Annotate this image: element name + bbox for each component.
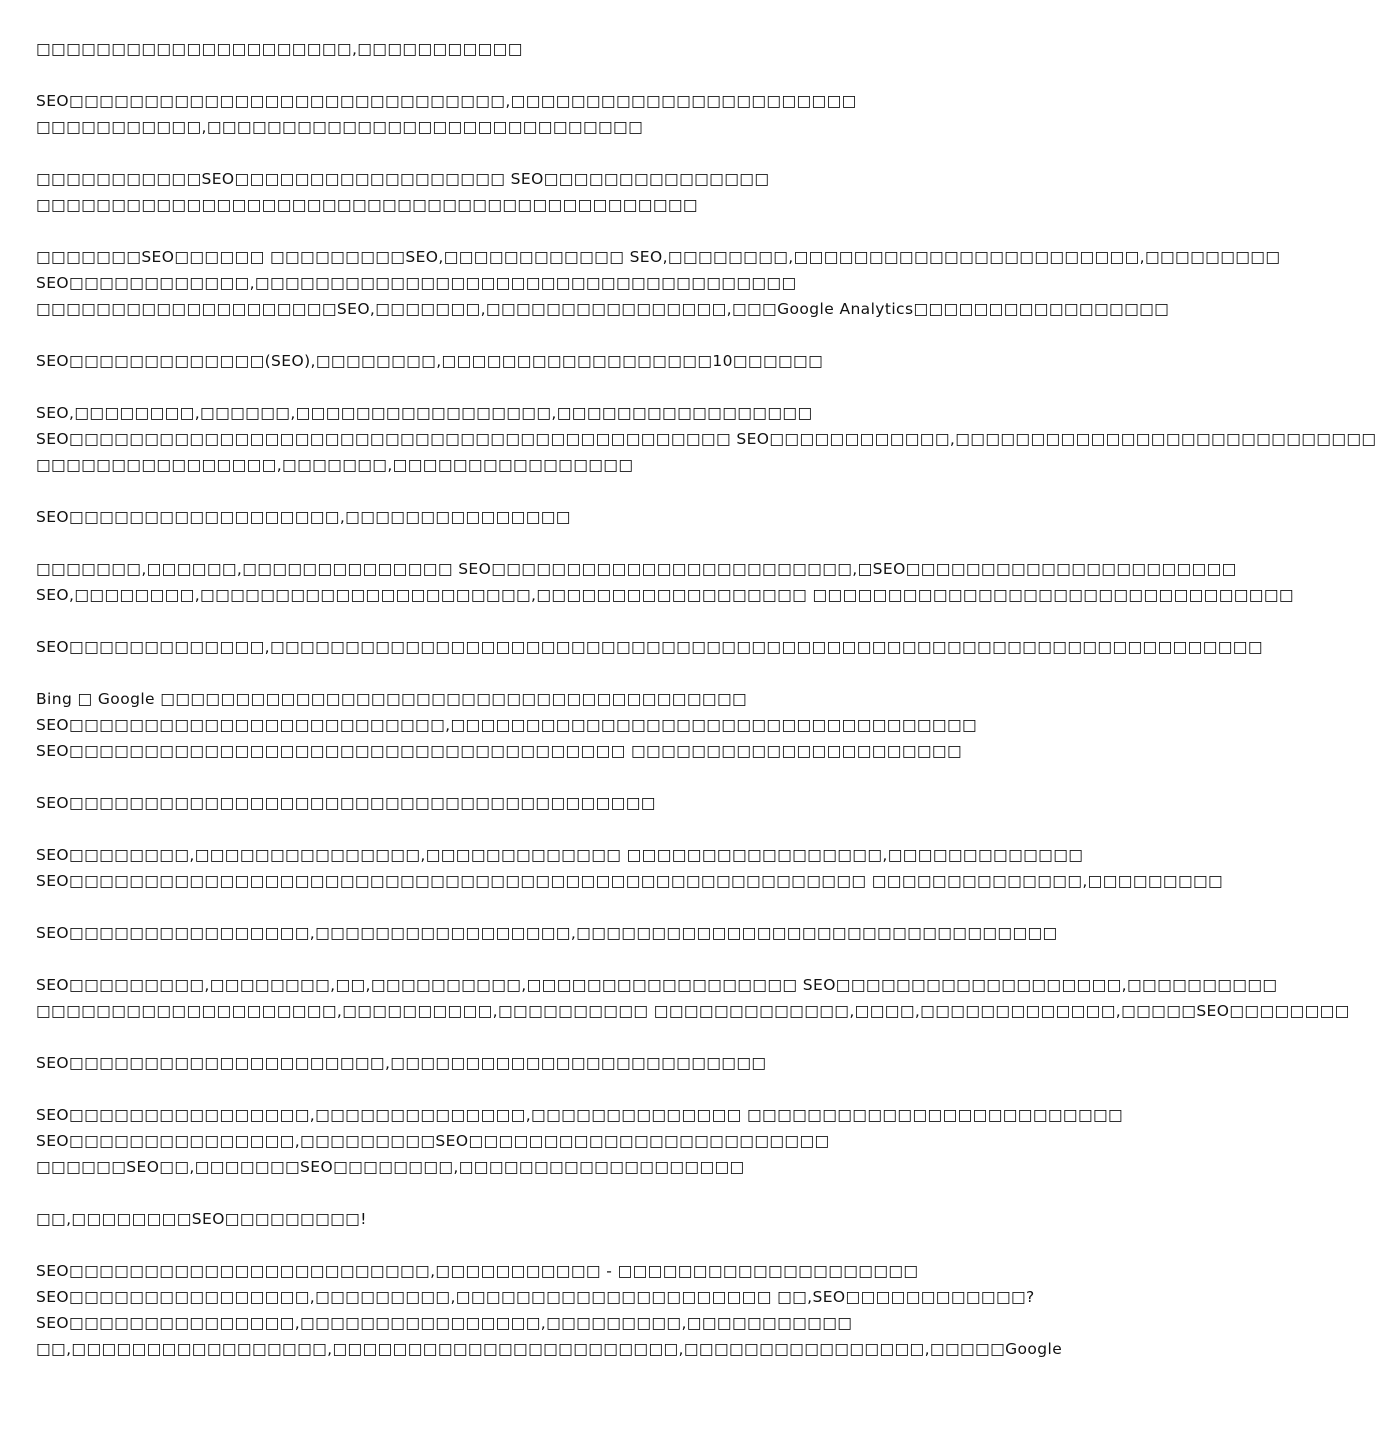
- paragraph: [36, 244, 1281, 322]
- text-line: □□□□□□□□□□□□□□□□□□□□□□□□□□□□□□□□□□□□□□□□□□□□: [36, 196, 698, 214]
- text-line: SEO□□□□□□□□□□□□□□□□□□□□□□□□□,□□□□□□□□□□□□□□□□□□□□□□□□□□□□□□□□□□□: [36, 716, 978, 734]
- paragraph: [36, 556, 1294, 608]
- text-line: SEO□□□□□□□□□□□□□□□□□□□□□□□□□□□□□□□□□□□□□□□□□□□□ SEO□□□□□□□□□□□□,□□□□□□□□□□□□□□□□□□□□□□□□□□□□: [36, 430, 1376, 448]
- text-line: SEO□□□□□□□□□□□□□□□□□□□□□□□□□□□□□□□□□□□□□ □□□□□□□□□□□□□□□□□□□□□□: [36, 742, 963, 760]
- text-line: □□□□□□SEO□□,□□□□□□□SEO□□□□□□□□,□□□□□□□□□□□□□□□□□□□: [36, 1158, 745, 1176]
- text-line: □□□□□□□□□□□□□□□□,□□□□□□□,□□□□□□□□□□□□□□□□: [36, 456, 634, 474]
- paragraph: [36, 1258, 1063, 1362]
- text-line: SEO□□□□□□□□□□□□□□□,□□□□□□□□□SEO□□□□□□□□□□□□□□□□□□□□□□□□: [36, 1132, 830, 1150]
- paragraph: [36, 166, 996, 218]
- text-line: □□□□□□□,□□□□□□,□□□□□□□□□□□□□□ SEO□□□□□□□□□□□□□□□□□□□□□□□□,□SEO□□□□□□□□□□□□□□□□□□□□□□: [36, 560, 1237, 578]
- text-line: □□,□□□□□□□□SEO□□□□□□□□□!: [36, 1210, 367, 1228]
- paragraph: [36, 842, 1224, 894]
- paragraph: [36, 686, 996, 764]
- text-line: SEO□□□□□□□□□□□□□□□□,□□□□□□□□□,□□□□□□□□□□□□□□□□□□□□□ □□,SEO□□□□□□□□□□□□?: [36, 1288, 1035, 1306]
- paragraph: [36, 1102, 1124, 1180]
- paragraph: [36, 920, 1058, 946]
- text-line: SEO□□□□□□□□□□□□□□□□□□□□□□□□□□□□□,□□□□□□□□□□□□□□□□□□□□□□□: [36, 92, 857, 110]
- text-line: □□,□□□□□□□□□□□□□□□□□,□□□□□□□□□□□□□□□□□□□□□□□,□□□□□□□□□□□□□□□□,□□□□□Google: [36, 1340, 1063, 1358]
- paragraph: [36, 1206, 996, 1232]
- text-line: SEO□□□□□□□□□□□□□□□□□□□□□□□□□□□□□□□□□□□□□□□□□□□□□□□□□□□□□ □□□□□□□□□□□□□□,□□□□□□□□□: [36, 872, 1224, 890]
- paragraph: [36, 36, 996, 62]
- paragraph: [36, 504, 996, 530]
- text-line: SEO□□□□□□□□□□□□□□□□□□□□□□□□□□□□□□□□□□□□□□□: [36, 794, 656, 812]
- text-line: □□□□□□□□□□□□□□□□□□□□□,□□□□□□□□□□□: [36, 40, 523, 58]
- text-line: □□□□□□□□□□□□□□□□□□□□,□□□□□□□□□□,□□□□□□□□□□ □□□□□□□□□□□□□,□□□□,□□□□□□□□□□□□□,□□□□□SEO□□□□□□□□: [36, 1002, 1350, 1020]
- text-line: SEO□□□□□□□□,□□□□□□□□□□□□□□□,□□□□□□□□□□□□□ □□□□□□□□□□□□□□□□□,□□□□□□□□□□□□□: [36, 846, 1084, 864]
- paragraph: [36, 348, 996, 374]
- text-line: SEO□□□□□□□□□□□□□□□□,□□□□□□□□□□□□□□,□□□□□□□□□□□□□□ □□□□□□□□□□□□□□□□□□□□□□□□□: [36, 1106, 1124, 1124]
- paragraph: [36, 400, 1376, 478]
- text-line: □□□□□□□□□□□,□□□□□□□□□□□□□□□□□□□□□□□□□□□□□: [36, 118, 644, 136]
- paragraph: [36, 972, 1350, 1024]
- text-line: Bing □ Google □□□□□□□□□□□□□□□□□□□□□□□□□□□□□□□□□□□□□□□: [36, 690, 748, 708]
- text-line: □□□□□□□□□□□□□□□□□□□□SEO,□□□□□□□,□□□□□□□□□□□□□□□□,□□□Google Analytics□□□□□□□□□□□□□□□□□: [36, 300, 1170, 318]
- text-line: SEO□□□□□□□□□□□□□□□□□□,□□□□□□□□□□□□□□□: [36, 508, 571, 526]
- paragraph: [36, 634, 1263, 660]
- text-line: □□□□□□□□□□□SEO□□□□□□□□□□□□□□□□□□ SEO□□□□□□□□□□□□□□□: [36, 170, 770, 188]
- text-line: □□□□□□□SEO□□□□□□ □□□□□□□□□SEO,□□□□□□□□□□□□ SEO,□□□□□□□□,□□□□□□□□□□□□□□□□□□□□□□□,□□□□□□□□□: [36, 248, 1281, 266]
- text-line: SEO□□□□□□□□□□□□□□□□,□□□□□□□□□□□□□□□□□,□□□□□□□□□□□□□□□□□□□□□□□□□□□□□□□□: [36, 924, 1058, 942]
- text-line: SEO□□□□□□□□□□□□□,□□□□□□□□□□□□□□□□□□□□□□□□□□□□□□□□□□□□□□□□□□□□□□□□□□□□□□□□□□□□□□□□□□: [36, 638, 1263, 656]
- paragraph: [36, 88, 996, 140]
- text-line: SEO□□□□□□□□□□□□□(SEO),□□□□□□□□,□□□□□□□□□□□□□□□□□□10□□□□□□: [36, 352, 824, 370]
- text-line: SEO□□□□□□□□□,□□□□□□□□,□□,□□□□□□□□□□,□□□□□□□□□□□□□□□□□□ SEO□□□□□□□□□□□□□□□□□□□,□□□□□□□□□□: [36, 976, 1278, 994]
- text-line: SEO,□□□□□□□□,□□□□□□□□□□□□□□□□□□□□□□,□□□□□□□□□□□□□□□□□□ □□□□□□□□□□□□□□□□□□□□□□□□□□□□□□□□: [36, 586, 1294, 604]
- text-line: SEO,□□□□□□□□,□□□□□□,□□□□□□□□□□□□□□□□□,□□□□□□□□□□□□□□□□□: [36, 404, 813, 422]
- paragraph: [36, 1050, 996, 1076]
- paragraph: [36, 790, 996, 816]
- document-body: [36, 36, 1376, 1388]
- text-line: SEO□□□□□□□□□□□□□□□□□□□□□□□□,□□□□□□□□□□□ - □□□□□□□□□□□□□□□□□□□□: [36, 1262, 919, 1280]
- text-line: SEO□□□□□□□□□□□□□□□,□□□□□□□□□□□□□□□□,□□□□□□□□□,□□□□□□□□□□□: [36, 1314, 853, 1332]
- text-line: SEO□□□□□□□□□□□□□□□□□□□□□,□□□□□□□□□□□□□□□□□□□□□□□□□: [36, 1054, 767, 1072]
- text-line: SEO□□□□□□□□□□□□,□□□□□□□□□□□□□□□□□□□□□□□□□□□□□□□□□□□□: [36, 274, 797, 292]
